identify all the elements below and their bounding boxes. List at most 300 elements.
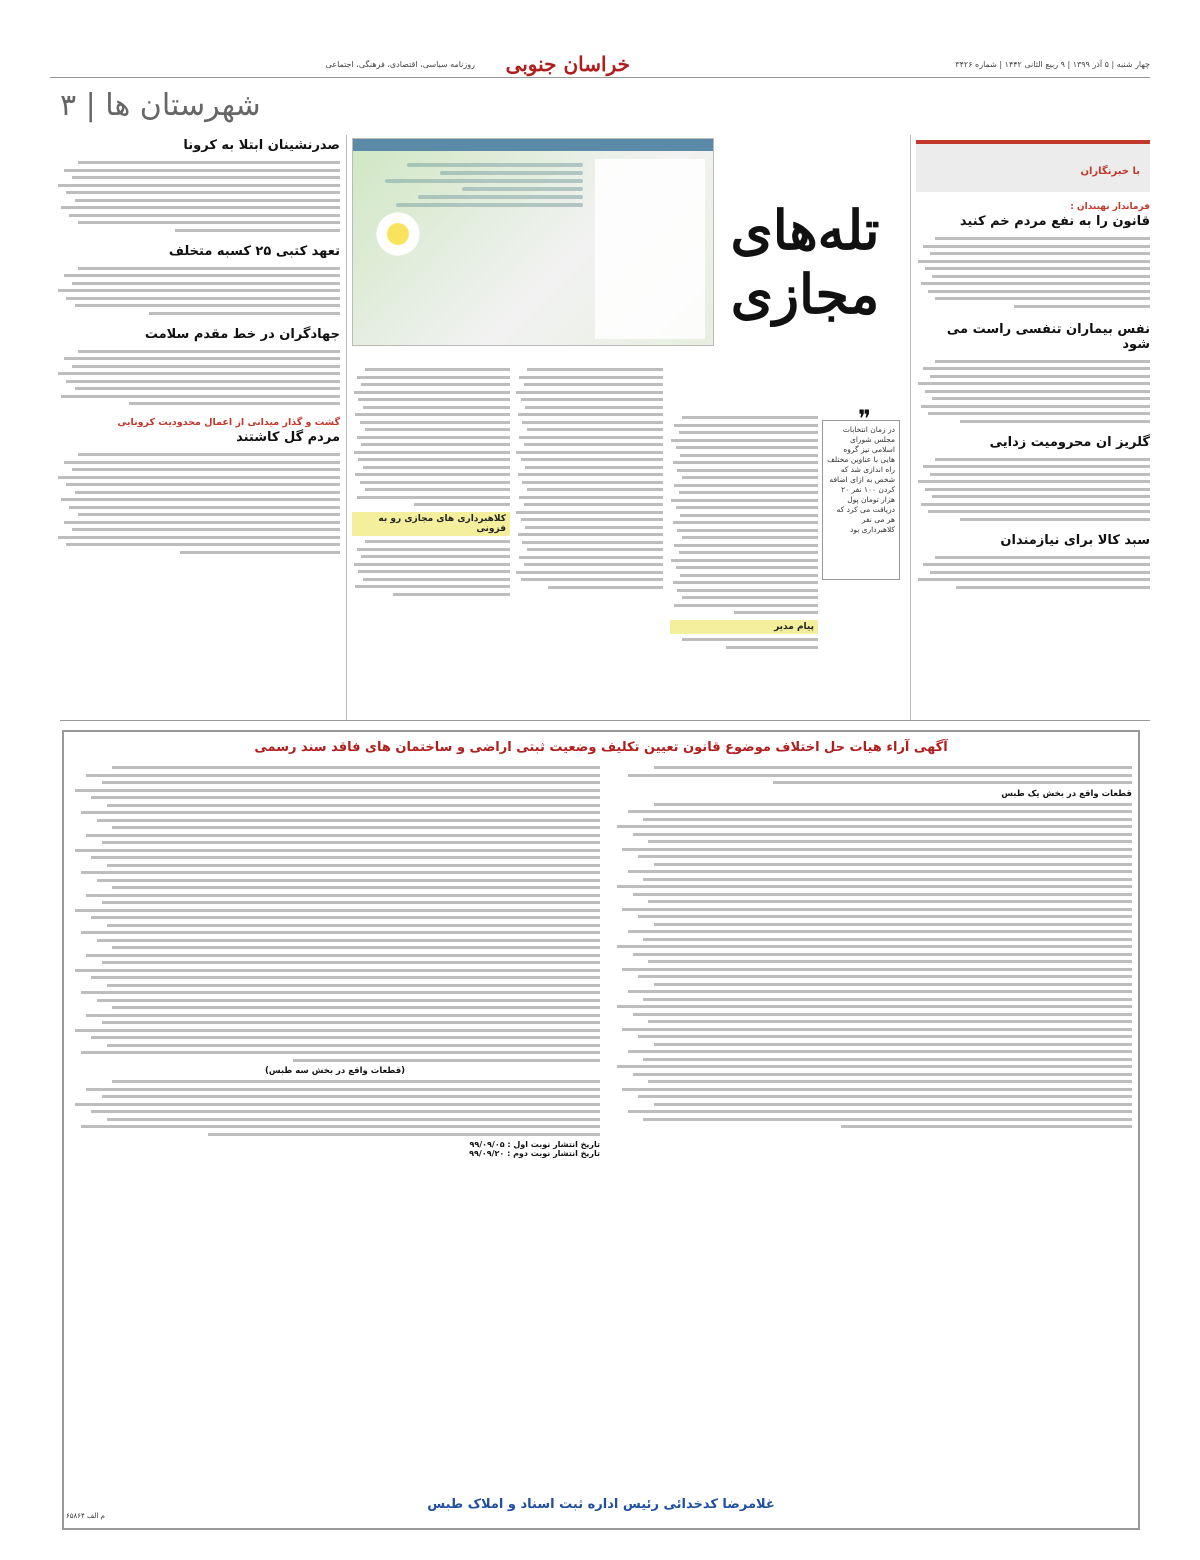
feature-title-line: تله‌های <box>730 198 880 262</box>
news-headline: نفس بیماران تنفسی راست می شود <box>946 321 1150 352</box>
text-line <box>107 864 600 867</box>
text-line <box>674 544 818 547</box>
text-line <box>363 406 510 409</box>
text-line <box>208 1133 600 1136</box>
text-line <box>363 578 510 581</box>
text-line <box>930 571 1150 574</box>
text-line <box>648 840 1132 843</box>
text-line <box>522 541 663 544</box>
text-line <box>679 551 818 554</box>
text-line <box>81 1125 600 1128</box>
text-line <box>628 930 1132 933</box>
text-line <box>643 1118 1132 1121</box>
text-line <box>935 237 1150 240</box>
text-line <box>180 551 340 554</box>
feature-body <box>670 638 818 649</box>
chat-list-panel <box>595 159 705 339</box>
text-line <box>361 383 510 386</box>
text-line <box>1014 305 1150 308</box>
text-line <box>918 260 1150 263</box>
text-line <box>72 282 340 285</box>
text-line <box>628 870 1132 873</box>
text-line <box>58 476 340 479</box>
text-line <box>522 421 663 424</box>
text-line <box>358 458 510 461</box>
text-line <box>654 1043 1132 1046</box>
text-line <box>66 191 340 194</box>
feature-body <box>352 540 510 596</box>
text-line <box>354 563 510 566</box>
text-line <box>617 825 1132 828</box>
text-line <box>363 466 510 469</box>
text-line <box>81 931 600 934</box>
feature-body-column <box>515 364 663 593</box>
news-body <box>55 350 340 406</box>
text-line <box>360 421 510 424</box>
text-line <box>682 596 818 599</box>
text-line <box>671 439 818 442</box>
text-line <box>930 252 1150 255</box>
text-line <box>361 555 510 558</box>
text-line <box>64 357 340 360</box>
text-line <box>682 416 818 419</box>
text-line <box>91 856 600 859</box>
text-line <box>112 886 600 889</box>
text-line <box>518 533 663 536</box>
text-line <box>107 924 600 927</box>
news-item <box>55 417 340 554</box>
text-line <box>638 855 1132 858</box>
text-line <box>527 428 663 431</box>
text-line <box>393 593 510 596</box>
news-body <box>916 556 1150 589</box>
news-item <box>55 244 340 315</box>
text-line <box>682 536 818 539</box>
column-divider <box>346 135 347 720</box>
news-item <box>916 435 1150 521</box>
text-line <box>66 380 340 383</box>
text-line <box>293 1059 600 1062</box>
text-line <box>61 498 340 501</box>
feature-body-column <box>352 364 510 600</box>
publish-date-2: تاریخ انتشار نوبت دوم : ۹۹/۰۹/۲۰ <box>469 1149 600 1158</box>
text-line <box>78 350 340 353</box>
text-line <box>69 506 340 509</box>
text-line <box>734 611 818 614</box>
text-line <box>622 1088 1132 1091</box>
pull-quote: در زمان انتخابات مجلس شورای اسلامی نیز گروه هایی با عناوین مختلف راه اندازی شد که شخص به ازای اضافه کردن ۱۰۰ نفر ۲۰ هزار تومان پول دریافت می کرد که هر می نفر کلاهبرداری بود <box>822 420 900 580</box>
feature-screenshot-image <box>352 138 714 346</box>
text-line <box>97 879 601 882</box>
text-line <box>112 1006 600 1009</box>
text-line <box>354 391 510 394</box>
issue-info: چهار شنبه | ۵ آذر ۱۳۹۹ | ۹ ربیع الثانی ۱۴۴۲ | شماره ۳۴۲۶ <box>955 60 1150 69</box>
newspaper-logo: خراسان جنوبی <box>505 52 630 76</box>
text-line <box>648 1020 1132 1023</box>
text-line <box>64 521 340 524</box>
text-line <box>97 999 601 1002</box>
text-line <box>921 503 1150 506</box>
text-line <box>58 289 340 292</box>
text-line <box>673 461 818 464</box>
text-line <box>918 578 1150 581</box>
text-line <box>58 372 340 375</box>
text-line <box>932 397 1150 400</box>
text-line <box>928 412 1150 415</box>
text-line <box>622 848 1132 851</box>
text-line <box>66 543 340 546</box>
text-line <box>112 766 600 769</box>
text-line <box>78 221 340 224</box>
text-line <box>617 1065 1132 1068</box>
text-line <box>638 915 1132 918</box>
text-line <box>648 900 1132 903</box>
text-line <box>86 1088 600 1091</box>
text-line <box>617 885 1132 888</box>
text-line <box>81 1051 600 1054</box>
text-line <box>75 1029 600 1032</box>
text-line <box>86 954 600 957</box>
text-line <box>628 810 1132 813</box>
text-line <box>365 428 510 431</box>
news-headline: قانون را به نفع مردم خم کنید <box>959 214 1150 229</box>
text-line <box>527 488 663 491</box>
text-line <box>75 909 600 912</box>
text-line <box>923 245 1150 248</box>
text-line <box>64 461 340 464</box>
text-line <box>956 586 1150 589</box>
text-line <box>355 585 510 588</box>
text-line <box>354 451 510 454</box>
text-line <box>81 871 600 874</box>
text-line <box>521 518 663 521</box>
text-line <box>524 563 663 566</box>
text-line <box>102 901 600 904</box>
text-line <box>628 774 1132 777</box>
text-line <box>129 402 340 405</box>
text-line <box>64 169 340 172</box>
text-line <box>932 275 1150 278</box>
text-line <box>357 496 510 499</box>
text-line <box>358 570 510 573</box>
text-line <box>91 796 600 799</box>
legal-notice-title: آگهی آراء هیات حل اختلاف موضوع قانون تعیین تکلیف وضعیت ثبتی اراضی و ساختمان های فاقد سند رسمی <box>254 740 948 755</box>
text-line <box>935 556 1150 559</box>
text-line <box>75 969 600 972</box>
text-line <box>628 990 1132 993</box>
text-line <box>673 521 818 524</box>
text-line <box>86 894 600 897</box>
text-line <box>519 556 663 559</box>
feature-title <box>700 198 910 326</box>
text-line <box>524 383 663 386</box>
text-line <box>112 1080 600 1083</box>
text-line <box>78 513 340 516</box>
text-line <box>355 413 510 416</box>
text-line <box>654 766 1132 769</box>
text-line <box>112 826 600 829</box>
text-line <box>75 387 340 390</box>
text-line <box>86 834 600 837</box>
text-line <box>69 214 340 217</box>
text-line <box>524 503 663 506</box>
sub-heading: کلاهبرداری های مجازی رو به فزونی <box>352 512 510 536</box>
text-line <box>935 297 1150 300</box>
legal-notice-column-right <box>612 762 1132 1133</box>
text-line <box>633 833 1132 836</box>
text-line <box>519 496 663 499</box>
text-line <box>676 566 818 569</box>
legal-notice-entries <box>612 803 1132 1129</box>
text-line <box>519 436 663 439</box>
text-line <box>654 923 1132 926</box>
text-line <box>357 436 510 439</box>
text-line <box>622 908 1132 911</box>
text-line <box>923 367 1150 370</box>
text-line <box>521 578 663 581</box>
text-line <box>676 446 818 449</box>
text-line <box>673 581 818 584</box>
text-line <box>677 529 818 532</box>
text-line <box>525 406 663 409</box>
text-line <box>679 431 818 434</box>
notice-code: م الف ۶۵۸۶۴ <box>66 1512 105 1520</box>
feature-body <box>515 368 663 589</box>
legal-notice-intro <box>612 766 1132 784</box>
text-line <box>75 491 340 494</box>
news-body <box>55 453 340 554</box>
text-line <box>518 413 663 416</box>
text-line <box>107 804 600 807</box>
news-item <box>55 138 340 232</box>
text-line <box>86 1014 600 1017</box>
feature-body <box>352 368 510 506</box>
text-line <box>677 589 818 592</box>
text-line <box>918 480 1150 483</box>
text-line <box>654 1103 1132 1106</box>
text-line <box>638 1035 1132 1038</box>
text-line <box>674 604 818 607</box>
news-item <box>916 202 1150 308</box>
text-line <box>91 916 600 919</box>
news-item <box>55 327 340 406</box>
text-line <box>921 405 1150 408</box>
text-line <box>91 1110 600 1113</box>
text-line <box>516 571 663 574</box>
text-line <box>617 945 1132 948</box>
text-line <box>633 1013 1132 1016</box>
news-item <box>916 533 1150 589</box>
text-line <box>648 960 1132 963</box>
text-line <box>654 803 1132 806</box>
text-line <box>516 511 663 514</box>
text-line <box>935 360 1150 363</box>
feature-body-column <box>670 412 818 653</box>
text-line <box>75 849 600 852</box>
text-line <box>671 559 818 562</box>
text-line <box>518 473 663 476</box>
text-line <box>72 176 340 179</box>
text-line <box>654 863 1132 866</box>
news-headline: مردم گل کاشتند <box>236 430 340 445</box>
news-kicker: فرماندار نهبندان : <box>1070 202 1150 212</box>
text-line <box>58 536 340 539</box>
text-line <box>75 199 340 202</box>
section-divider <box>60 720 1150 721</box>
text-line <box>61 206 340 209</box>
text-line <box>81 811 600 814</box>
text-line <box>91 1036 600 1039</box>
text-line <box>622 1028 1132 1031</box>
text-line <box>78 267 340 270</box>
text-line <box>643 878 1132 881</box>
legal-notice-entries <box>70 1080 600 1136</box>
news-headline: سبد کالا برای نیازمندان <box>1000 532 1150 548</box>
text-line <box>674 484 818 487</box>
text-line <box>365 488 510 491</box>
news-body <box>55 161 340 232</box>
text-line <box>633 893 1132 896</box>
text-line <box>841 1125 1132 1128</box>
text-line <box>643 818 1132 821</box>
text-line <box>357 548 510 551</box>
text-line <box>932 495 1150 498</box>
column-divider <box>910 135 911 720</box>
text-line <box>365 368 510 371</box>
text-line <box>525 526 663 529</box>
text-line <box>64 274 340 277</box>
text-line <box>75 304 340 307</box>
text-line <box>925 390 1150 393</box>
text-line <box>726 646 818 649</box>
feature-title-line: مجازی <box>730 262 880 326</box>
text-line <box>81 991 600 994</box>
text-line <box>66 483 340 486</box>
text-line <box>102 1095 600 1098</box>
flower-image <box>373 209 423 259</box>
text-line <box>638 1095 1132 1098</box>
text-line <box>682 638 818 641</box>
feature-body <box>670 416 818 614</box>
text-line <box>355 473 510 476</box>
text-line <box>97 939 601 942</box>
text-line <box>102 781 600 784</box>
text-line <box>671 499 818 502</box>
legal-notice-subheading: قطعات واقع در بخش یک طبس <box>1001 788 1132 799</box>
text-line <box>680 574 818 577</box>
text-line <box>360 481 510 484</box>
text-line <box>930 473 1150 476</box>
text-line <box>633 953 1132 956</box>
text-line <box>66 297 340 300</box>
text-line <box>516 391 663 394</box>
news-item <box>916 322 1150 423</box>
text-line <box>75 1103 600 1106</box>
text-line <box>86 774 600 777</box>
text-line <box>617 1005 1132 1008</box>
text-line <box>365 540 510 543</box>
text-line <box>58 184 340 187</box>
text-line <box>524 443 663 446</box>
text-line <box>75 789 600 792</box>
text-line <box>107 984 600 987</box>
text-line <box>930 375 1150 378</box>
text-line <box>72 365 340 368</box>
text-line <box>773 781 1132 784</box>
news-headline: تعهد کتبی ۲۵ کسبه متخلف <box>168 243 340 259</box>
text-line <box>676 506 818 509</box>
text-line <box>527 368 663 371</box>
text-line <box>674 424 818 427</box>
text-line <box>680 454 818 457</box>
text-line <box>107 1044 600 1047</box>
text-line <box>525 466 663 469</box>
text-line <box>97 819 601 822</box>
text-line <box>522 481 663 484</box>
news-kicker: گشت و گذار میدانی از اعمال محدودیت کرونایی <box>117 417 340 428</box>
text-line <box>925 267 1150 270</box>
text-line <box>654 983 1132 986</box>
text-line <box>643 1058 1132 1061</box>
reporters-header <box>916 140 1150 192</box>
text-line <box>633 1073 1132 1076</box>
text-line <box>519 376 663 379</box>
text-line <box>102 961 600 964</box>
text-line <box>548 586 663 589</box>
text-line <box>61 395 340 398</box>
news-headline: گلریز ان محرومیت زدایی <box>989 434 1150 450</box>
text-line <box>516 451 663 454</box>
text-line <box>682 476 818 479</box>
app-titlebar <box>353 139 713 151</box>
text-line <box>521 398 663 401</box>
legal-notice-signature: غلامرضا کدخدائی رئیس اداره ثبت اسناد و املاک طبس <box>427 1497 775 1512</box>
text-line <box>679 491 818 494</box>
text-line <box>72 468 340 471</box>
text-line <box>358 398 510 401</box>
news-headline: جهادگران در خط مقدم سلامت <box>144 326 340 342</box>
news-body <box>916 458 1150 521</box>
text-line <box>357 376 510 379</box>
text-line <box>960 420 1150 423</box>
text-line <box>928 290 1150 293</box>
text-line <box>527 548 663 551</box>
text-line <box>918 382 1150 385</box>
text-line <box>102 841 600 844</box>
text-line <box>78 453 340 456</box>
text-line <box>72 528 340 531</box>
text-line <box>680 514 818 517</box>
text-line <box>643 938 1132 941</box>
reporters-label: با خبرنگاران <box>1080 166 1140 177</box>
text-line <box>91 976 600 979</box>
text-line <box>925 488 1150 491</box>
publish-date-1: تاریخ انتشار نوبت اول : ۹۹/۰۹/۰۵ <box>469 1140 600 1149</box>
text-line <box>935 458 1150 461</box>
left-news-column <box>55 128 340 718</box>
text-line <box>112 946 600 949</box>
text-line <box>677 469 818 472</box>
right-news-column <box>916 140 1150 718</box>
sub-heading: پیام مدیر <box>670 620 818 634</box>
legal-notice-entries <box>70 766 600 1062</box>
text-line <box>78 161 340 164</box>
news-body <box>916 237 1150 308</box>
text-line <box>628 1050 1132 1053</box>
section-title: شهرستان ها | ۳ <box>60 88 261 123</box>
text-line <box>628 1110 1132 1113</box>
news-body <box>916 360 1150 423</box>
